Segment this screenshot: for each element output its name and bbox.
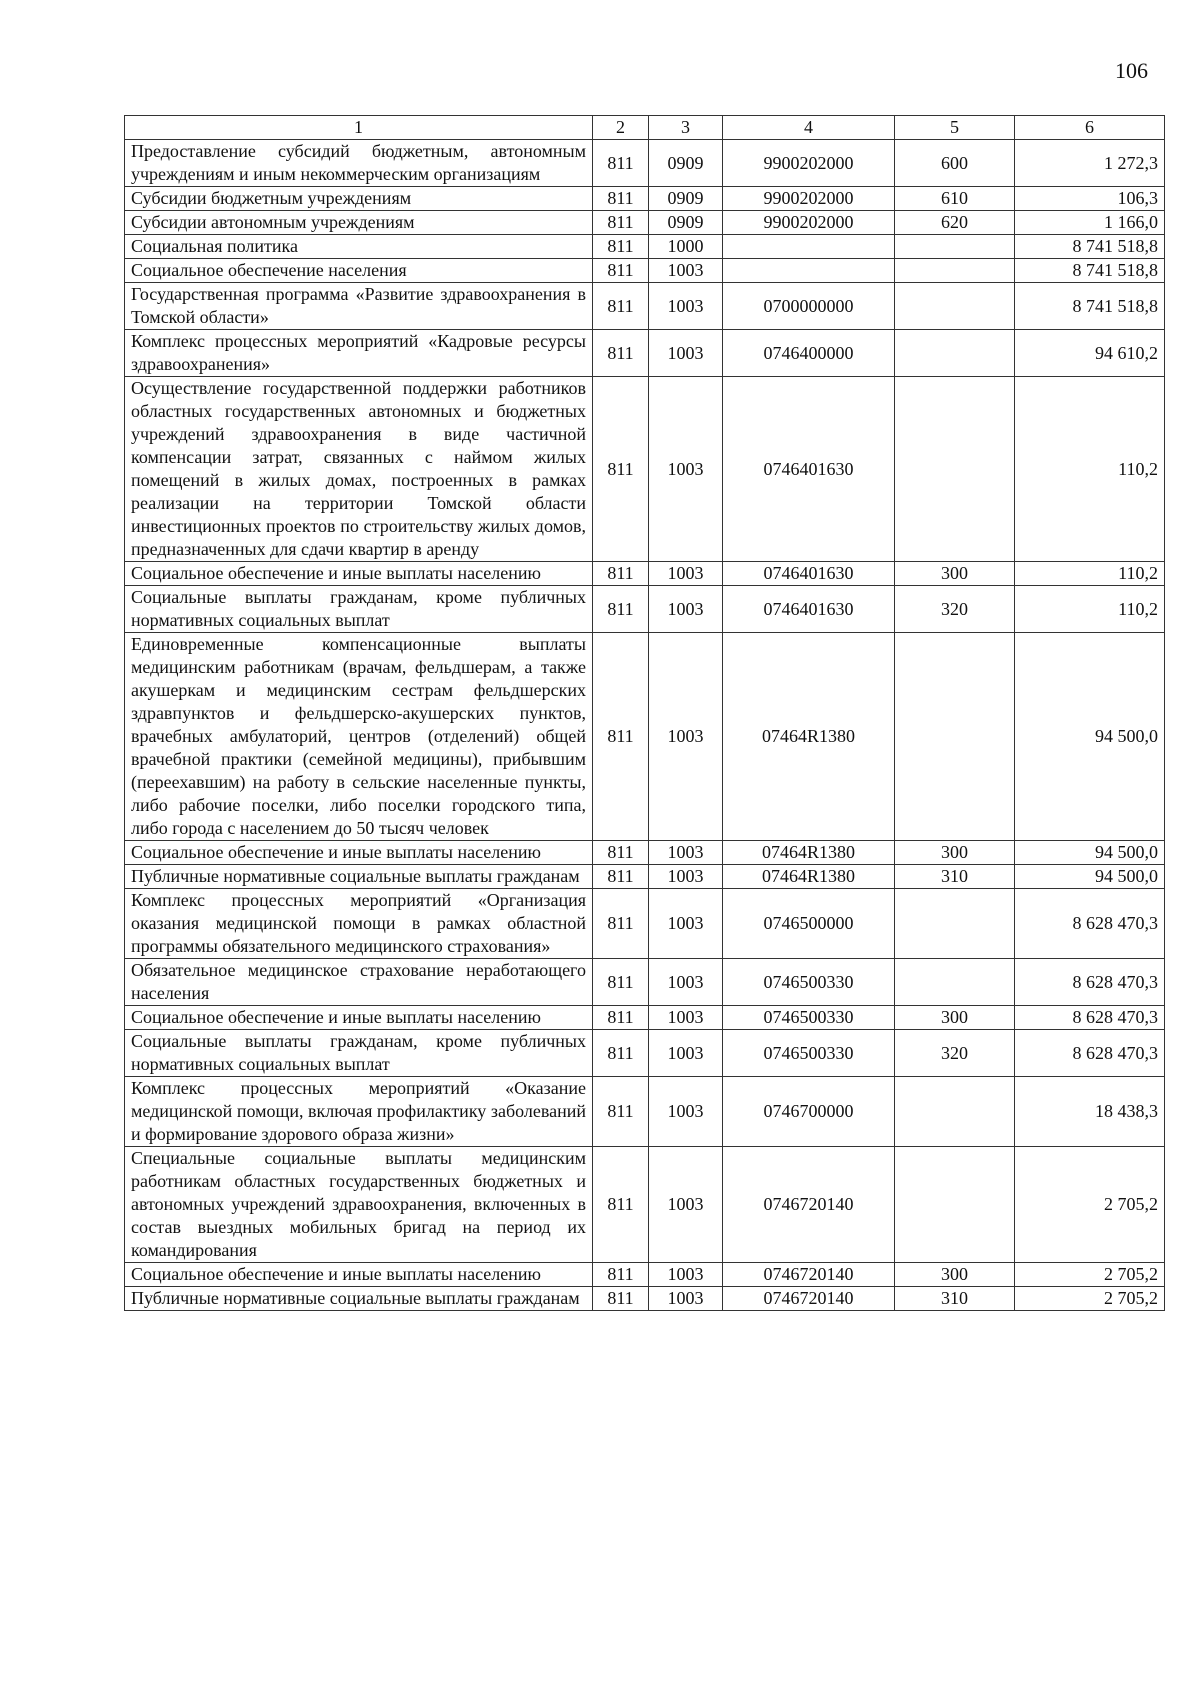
table-row <box>125 865 1165 889</box>
amount-cell: 1 272,3 <box>1015 140 1165 187</box>
department-code-cell: 811 <box>593 330 649 377</box>
item-name-cell: Социальное обеспечение и иные выплаты населению <box>125 1263 593 1287</box>
target-article-code-cell: 0746400000 <box>723 330 895 377</box>
item-name-cell: Осуществление государственной поддержки работников областных государственных автономных и бюджетных учреждений здравоохранения в виде частичной компенсации затрат, связанных с наймом жилых помещений в жилых домах, построенных в рамках реализации на территории Томской области инвестиционных проектов по строительству жилых домов, предназначенных для сдачи квартир в аренду <box>125 377 593 562</box>
department-code-cell: 811 <box>593 1077 649 1147</box>
amount-cell: 8 628 470,3 <box>1015 889 1165 959</box>
department-code-cell: 811 <box>593 187 649 211</box>
table-row <box>125 959 1165 1006</box>
amount-cell: 94 500,0 <box>1015 633 1165 841</box>
table-row <box>125 259 1165 283</box>
target-article-code-cell: 0746720140 <box>723 1147 895 1263</box>
table-row <box>125 841 1165 865</box>
column-header-1: 1 <box>125 116 593 140</box>
department-code-cell: 811 <box>593 259 649 283</box>
table-row <box>125 1147 1165 1263</box>
department-code-cell: 811 <box>593 377 649 562</box>
department-code-cell: 811 <box>593 959 649 1006</box>
target-article-code-cell: 0746720140 <box>723 1287 895 1311</box>
section-code-cell: 1003 <box>649 1030 723 1077</box>
expense-type-code-cell: 320 <box>895 586 1015 633</box>
section-code-cell: 1003 <box>649 377 723 562</box>
expense-type-code-cell: 620 <box>895 211 1015 235</box>
item-name-cell: Социальное обеспечение населения <box>125 259 593 283</box>
table-row <box>125 235 1165 259</box>
department-code-cell: 811 <box>593 586 649 633</box>
expense-type-code-cell <box>895 1147 1015 1263</box>
item-name-cell: Социальное обеспечение и иные выплаты населению <box>125 562 593 586</box>
page-number: 106 <box>1115 58 1148 83</box>
section-code-cell: 1003 <box>649 865 723 889</box>
item-name-cell: Социальные выплаты гражданам, кроме публичных нормативных социальных выплат <box>125 1030 593 1077</box>
target-article-code-cell: 0746500330 <box>723 959 895 1006</box>
target-article-code-cell: 9900202000 <box>723 187 895 211</box>
table-row <box>125 1263 1165 1287</box>
item-name-cell: Единовременные компенсационные выплаты медицинским работникам (врачам, фельдшерам, а также акушеркам и медицинским сестрам фельдшерских здравпунктов и фельдшерско-акушерских пунктов, врачебных амбулаторий, центров (отделений) общей врачебной практики (семейной медицины), прибывшим (переехавшим) на работу в сельские населенные пункты, либо рабочие поселки, либо поселки городского типа, либо города с населением до 50 тысяч человек <box>125 633 593 841</box>
column-header-2: 2 <box>593 116 649 140</box>
department-code-cell: 811 <box>593 841 649 865</box>
section-code-cell: 1003 <box>649 283 723 330</box>
target-article-code-cell: 0700000000 <box>723 283 895 330</box>
section-code-cell: 1003 <box>649 1263 723 1287</box>
department-code-cell: 811 <box>593 140 649 187</box>
expense-type-code-cell: 300 <box>895 841 1015 865</box>
target-article-code-cell: 0746401630 <box>723 562 895 586</box>
expense-type-code-cell <box>895 330 1015 377</box>
section-code-cell: 1003 <box>649 330 723 377</box>
expense-type-code-cell: 310 <box>895 1287 1015 1311</box>
amount-cell: 8 741 518,8 <box>1015 283 1165 330</box>
amount-cell: 2 705,2 <box>1015 1263 1165 1287</box>
table-header-row <box>125 116 1165 140</box>
target-article-code-cell: 0746401630 <box>723 586 895 633</box>
amount-cell: 8 628 470,3 <box>1015 1006 1165 1030</box>
section-code-cell: 1003 <box>649 633 723 841</box>
item-name-cell: Государственная программа «Развитие здравоохранения в Томской области» <box>125 283 593 330</box>
target-article-code-cell <box>723 235 895 259</box>
expense-type-code-cell <box>895 1077 1015 1147</box>
budget-table <box>124 115 1165 1311</box>
table-row <box>125 330 1165 377</box>
department-code-cell: 811 <box>593 235 649 259</box>
section-code-cell: 1003 <box>649 841 723 865</box>
department-code-cell: 811 <box>593 1263 649 1287</box>
item-name-cell: Предоставление субсидий бюджетным, автономным учреждениям и иным некоммерческим организациям <box>125 140 593 187</box>
item-name-cell: Социальные выплаты гражданам, кроме публичных нормативных социальных выплат <box>125 586 593 633</box>
department-code-cell: 811 <box>593 283 649 330</box>
table-row <box>125 586 1165 633</box>
table-row <box>125 377 1165 562</box>
section-code-cell: 1003 <box>649 562 723 586</box>
table-row <box>125 562 1165 586</box>
expense-type-code-cell <box>895 235 1015 259</box>
section-code-cell: 1000 <box>649 235 723 259</box>
department-code-cell: 811 <box>593 1006 649 1030</box>
item-name-cell: Комплекс процессных мероприятий «Организация оказания медицинской помощи в рамках областной программы обязательного медицинского страхования» <box>125 889 593 959</box>
item-name-cell: Субсидии автономным учреждениям <box>125 211 593 235</box>
column-header-6: 6 <box>1015 116 1165 140</box>
target-article-code-cell: 0746700000 <box>723 1077 895 1147</box>
amount-cell: 18 438,3 <box>1015 1077 1165 1147</box>
amount-cell: 8 741 518,8 <box>1015 259 1165 283</box>
section-code-cell: 1003 <box>649 586 723 633</box>
table-row <box>125 187 1165 211</box>
expense-type-code-cell: 310 <box>895 865 1015 889</box>
target-article-code-cell: 07464R1380 <box>723 841 895 865</box>
table-row <box>125 1006 1165 1030</box>
amount-cell: 8 628 470,3 <box>1015 1030 1165 1077</box>
section-code-cell: 0909 <box>649 187 723 211</box>
section-code-cell: 1003 <box>649 889 723 959</box>
table-row <box>125 140 1165 187</box>
department-code-cell: 811 <box>593 889 649 959</box>
section-code-cell: 1003 <box>649 259 723 283</box>
department-code-cell: 811 <box>593 562 649 586</box>
table-row <box>125 1077 1165 1147</box>
table-row <box>125 1287 1165 1311</box>
amount-cell: 8 741 518,8 <box>1015 235 1165 259</box>
amount-cell: 110,2 <box>1015 377 1165 562</box>
section-code-cell: 0909 <box>649 140 723 187</box>
table-row <box>125 633 1165 841</box>
target-article-code-cell: 0746401630 <box>723 377 895 562</box>
item-name-cell: Социальное обеспечение и иные выплаты населению <box>125 1006 593 1030</box>
expense-type-code-cell <box>895 283 1015 330</box>
amount-cell: 94 500,0 <box>1015 865 1165 889</box>
department-code-cell: 811 <box>593 1030 649 1077</box>
table-row <box>125 211 1165 235</box>
expense-type-code-cell: 320 <box>895 1030 1015 1077</box>
target-article-code-cell: 07464R1380 <box>723 865 895 889</box>
section-code-cell: 1003 <box>649 959 723 1006</box>
item-name-cell: Публичные нормативные социальные выплаты гражданам <box>125 1287 593 1311</box>
department-code-cell: 811 <box>593 1287 649 1311</box>
item-name-cell: Социальное обеспечение и иные выплаты населению <box>125 841 593 865</box>
target-article-code-cell: 9900202000 <box>723 140 895 187</box>
item-name-cell: Комплекс процессных мероприятий «Кадровые ресурсы здравоохранения» <box>125 330 593 377</box>
item-name-cell: Специальные социальные выплаты медицинским работникам областных государственных бюджетных и автономных учреждений здравоохранения, включенных в состав выездных мобильных бригад на период их командирования <box>125 1147 593 1263</box>
expense-type-code-cell: 600 <box>895 140 1015 187</box>
expense-type-code-cell <box>895 889 1015 959</box>
amount-cell: 2 705,2 <box>1015 1287 1165 1311</box>
expense-type-code-cell <box>895 959 1015 1006</box>
department-code-cell: 811 <box>593 633 649 841</box>
item-name-cell: Социальная политика <box>125 235 593 259</box>
expense-type-code-cell <box>895 259 1015 283</box>
department-code-cell: 811 <box>593 865 649 889</box>
target-article-code-cell: 07464R1380 <box>723 633 895 841</box>
expense-type-code-cell: 300 <box>895 1006 1015 1030</box>
expense-type-code-cell <box>895 633 1015 841</box>
department-code-cell: 811 <box>593 211 649 235</box>
table-row <box>125 889 1165 959</box>
item-name-cell: Субсидии бюджетным учреждениям <box>125 187 593 211</box>
amount-cell: 94 500,0 <box>1015 841 1165 865</box>
target-article-code-cell: 9900202000 <box>723 211 895 235</box>
amount-cell: 106,3 <box>1015 187 1165 211</box>
table-row <box>125 283 1165 330</box>
amount-cell: 8 628 470,3 <box>1015 959 1165 1006</box>
item-name-cell: Комплекс процессных мероприятий «Оказание медицинской помощи, включая профилактику заболеваний и формирование здорового образа жизни» <box>125 1077 593 1147</box>
section-code-cell: 1003 <box>649 1077 723 1147</box>
section-code-cell: 1003 <box>649 1006 723 1030</box>
amount-cell: 1 166,0 <box>1015 211 1165 235</box>
expense-type-code-cell: 300 <box>895 562 1015 586</box>
amount-cell: 110,2 <box>1015 586 1165 633</box>
amount-cell: 110,2 <box>1015 562 1165 586</box>
column-header-5: 5 <box>895 116 1015 140</box>
expense-type-code-cell: 610 <box>895 187 1015 211</box>
table-row <box>125 1030 1165 1077</box>
expense-type-code-cell <box>895 377 1015 562</box>
column-header-3: 3 <box>649 116 723 140</box>
item-name-cell: Публичные нормативные социальные выплаты гражданам <box>125 865 593 889</box>
amount-cell: 2 705,2 <box>1015 1147 1165 1263</box>
amount-cell: 94 610,2 <box>1015 330 1165 377</box>
department-code-cell: 811 <box>593 1147 649 1263</box>
expense-type-code-cell: 300 <box>895 1263 1015 1287</box>
section-code-cell: 0909 <box>649 211 723 235</box>
target-article-code-cell: 0746500330 <box>723 1006 895 1030</box>
target-article-code-cell: 0746500330 <box>723 1030 895 1077</box>
target-article-code-cell: 0746500000 <box>723 889 895 959</box>
column-header-4: 4 <box>723 116 895 140</box>
target-article-code-cell <box>723 259 895 283</box>
target-article-code-cell: 0746720140 <box>723 1263 895 1287</box>
item-name-cell: Обязательное медицинское страхование неработающего населения <box>125 959 593 1006</box>
section-code-cell: 1003 <box>649 1147 723 1263</box>
section-code-cell: 1003 <box>649 1287 723 1311</box>
